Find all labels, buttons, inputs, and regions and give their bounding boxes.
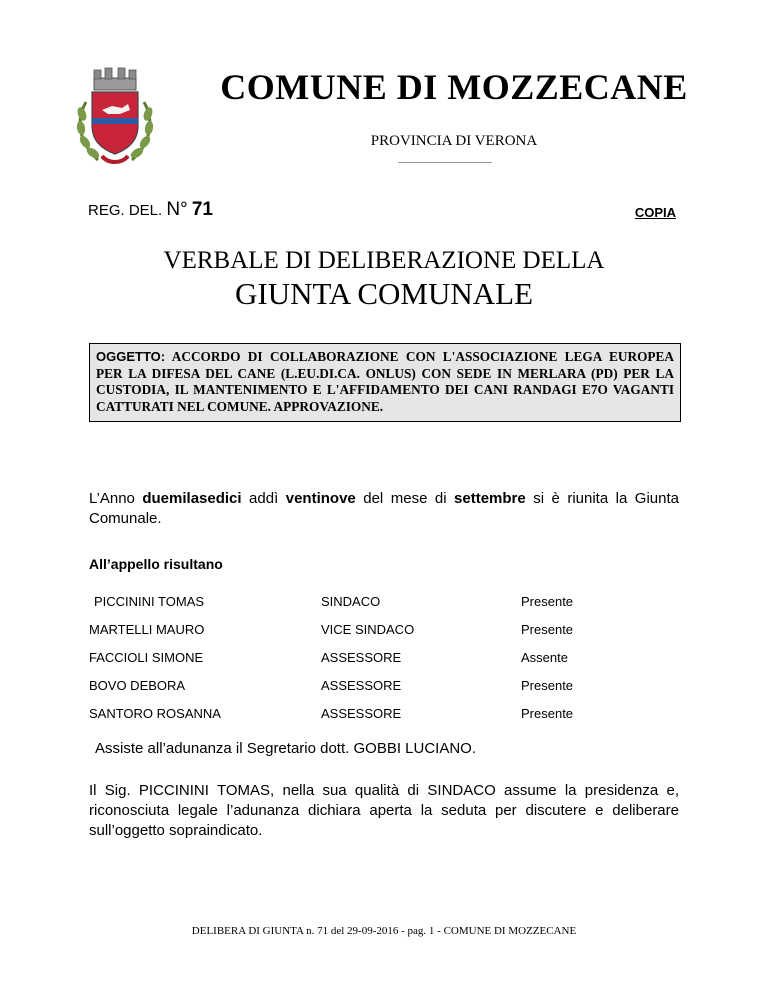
header-divider xyxy=(398,162,492,163)
copy-label: COPIA xyxy=(634,205,676,220)
member-status: Presente xyxy=(521,594,574,609)
roll-call-title: All’appello risultano xyxy=(89,556,223,572)
registry-n-label: N° xyxy=(166,199,188,220)
intro-text-3: del mese di xyxy=(355,490,455,507)
member-row xyxy=(89,622,609,640)
member-row xyxy=(89,706,609,724)
registry-number xyxy=(88,199,213,221)
intro-day: ventinove xyxy=(285,490,356,507)
page-footer: DELIBERA DI GIUNTA n. 71 del 29-09-2016 - pag. 1 - COMUNE DI MOZZECANE xyxy=(191,925,577,937)
member-name: MARTELLI MAURO xyxy=(89,622,205,637)
intro-year: duemilasedici xyxy=(142,490,242,507)
registry-number-value: 71 xyxy=(191,199,213,220)
member-row xyxy=(89,650,609,668)
province-subtitle: PROVINCIA DI VERONA xyxy=(370,133,538,149)
intro-paragraph xyxy=(89,489,679,529)
heading-line-1: VERBALE DI DELIBERAZIONE DELLA xyxy=(163,247,605,274)
member-status: Presente xyxy=(521,706,574,721)
member-role: ASSESSORE xyxy=(321,650,402,665)
member-role: SINDACO xyxy=(321,594,381,609)
member-status: Presente xyxy=(521,622,574,637)
registry-prefix: REG. DEL. xyxy=(88,202,163,219)
subject-text: ACCORDO DI COLLABORAZIONE CON L'ASSOCIAZIONE LEGA EUROPEA PER LA DIFESA DEL CANE (L.EU.DI.CA. ONLUS) CON SEDE IN MERLARA (PD) PER LA CUSTODIA, IL MANTENIMENTO E L'AFFIDAMENTO DEI CANI RANDAGI E7O VAGANTI CATTURATI NEL COMUNE. APPROVAZIONE. xyxy=(96,349,675,414)
presidency-paragraph: Il Sig. PICCININI TOMAS, nella sua qualità di SINDACO assume la presidenza e, riconosciuta legale l’adunanza dichiara aperta la seduta per discutere e deliberare sull’oggetto sopraindicato. xyxy=(89,782,679,839)
member-row xyxy=(89,594,609,612)
member-name: PICCININI TOMAS xyxy=(94,594,205,609)
member-status: Assente xyxy=(521,650,568,665)
member-status: Presente xyxy=(521,678,574,693)
subject-box xyxy=(89,343,681,422)
member-role: ASSESSORE xyxy=(321,706,402,721)
subject-label: OGGETTO: xyxy=(96,349,166,364)
intro-text-2: addì xyxy=(241,490,286,507)
intro-text-4: si è riunita la Giunta Comunale. xyxy=(89,490,680,527)
member-role: VICE SINDACO xyxy=(321,622,415,637)
municipality-title: COMUNE DI MOZZECANE xyxy=(220,67,688,107)
heading-line-2: GIUNTA COMUNALE xyxy=(234,276,534,311)
intro-text-1: L’Anno xyxy=(89,490,143,507)
member-role: ASSESSORE xyxy=(321,678,402,693)
member-name: SANTORO ROSANNA xyxy=(89,706,221,721)
secretary-statement: Assiste all’adunanza il Segretario dott. GOBBI LUCIANO. xyxy=(95,740,477,757)
member-name: FACCIOLI SIMONE xyxy=(89,650,204,665)
member-name: BOVO DEBORA xyxy=(89,678,186,693)
intro-month: settembre xyxy=(454,490,526,507)
member-row xyxy=(89,678,609,696)
